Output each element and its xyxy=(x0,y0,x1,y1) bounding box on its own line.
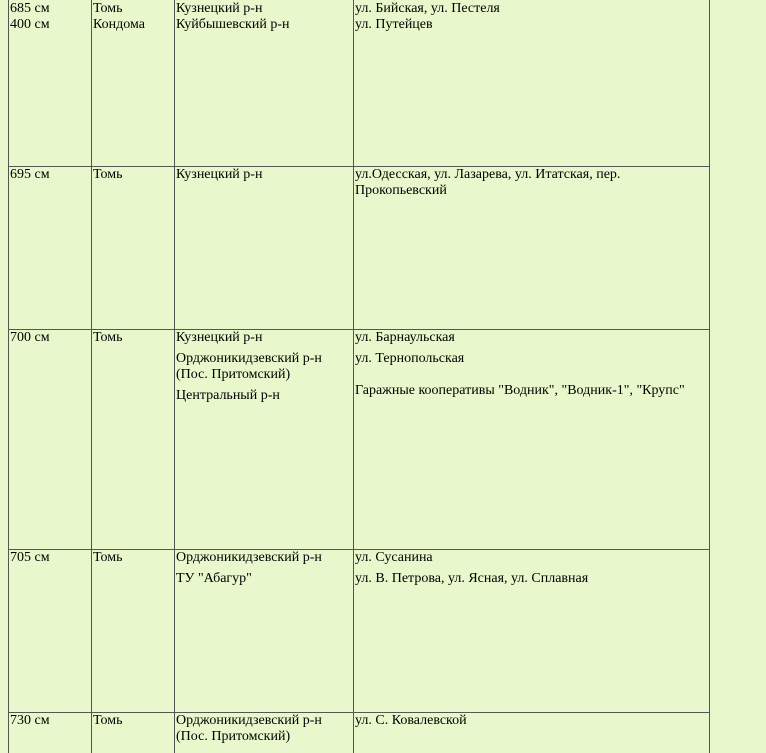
river-cell xyxy=(92,713,175,753)
table-row xyxy=(9,0,710,167)
district-cell xyxy=(175,330,354,550)
district-name: ТУ "Абагур" xyxy=(176,571,252,586)
level-value: 705 см xyxy=(10,550,50,565)
district-cell xyxy=(175,713,354,753)
table-row xyxy=(9,550,710,713)
streets-cell xyxy=(354,550,710,713)
streets-text: ул. В. Петрова, ул. Ясная, ул. Сплавная xyxy=(355,571,589,586)
district-cell xyxy=(175,550,354,713)
level-value: 700 см xyxy=(10,330,50,345)
level-value: 685 см xyxy=(10,1,50,16)
streets-text: ул. Путейцев xyxy=(355,17,433,32)
district-cell xyxy=(175,0,354,167)
streets-cell xyxy=(354,713,710,753)
streets-cell xyxy=(354,330,710,550)
streets-text: ул.Одесская, ул. Лазарева, ул. Итатская, пер. Прокопьевский xyxy=(355,167,621,198)
level-value: 695 см xyxy=(10,167,50,182)
district-name: Куйбышевский р-н xyxy=(176,17,290,32)
table-row xyxy=(9,713,710,753)
district-name: Орджоникидзевский р-н (Пос. Притомский) xyxy=(176,713,322,744)
streets-text: ул. Тернопольская xyxy=(355,351,465,366)
level-cell xyxy=(9,167,92,330)
level-value: 400 см xyxy=(10,17,50,32)
district-name: Центральный р-н xyxy=(176,388,280,403)
district-name: Кузнецкий р-н xyxy=(176,1,263,16)
river-name: Томь xyxy=(93,167,123,182)
district-name: Кузнецкий р-н xyxy=(176,167,263,182)
river-name: Кондома xyxy=(93,17,145,32)
river-name: Томь xyxy=(93,550,123,565)
level-cell xyxy=(9,330,92,550)
river-name: Томь xyxy=(93,1,123,16)
streets-cell xyxy=(354,0,710,167)
level-cell xyxy=(9,550,92,713)
streets-text: Гаражные кооперативы "Водник", "Водник-1", "Крупс" xyxy=(355,383,685,398)
table-row xyxy=(9,167,710,330)
streets-text: ул. Сусанина xyxy=(355,550,433,565)
spacer xyxy=(355,367,708,383)
district-name: Орджоникидзевский р-н (Пос. Притомский) xyxy=(176,351,322,382)
river-name: Томь xyxy=(93,713,123,728)
district-cell xyxy=(175,167,354,330)
river-cell xyxy=(92,167,175,330)
river-cell xyxy=(92,330,175,550)
streets-text: ул. Барнаульская xyxy=(355,330,455,345)
table-row xyxy=(9,330,710,550)
streets-cell xyxy=(354,167,710,330)
district-name: Орджоникидзевский р-н xyxy=(176,550,322,565)
level-value: 730 см xyxy=(10,713,50,728)
river-cell xyxy=(92,0,175,167)
level-cell xyxy=(9,0,92,167)
streets-text: ул. Бийская, ул. Пестеля xyxy=(355,1,500,16)
level-cell xyxy=(9,713,92,753)
river-cell xyxy=(92,550,175,713)
district-name: Кузнецкий р-н xyxy=(176,330,263,345)
streets-text: ул. С. Ковалевской xyxy=(355,713,467,728)
flood-zones-table xyxy=(8,0,710,753)
river-name: Томь xyxy=(93,330,123,345)
